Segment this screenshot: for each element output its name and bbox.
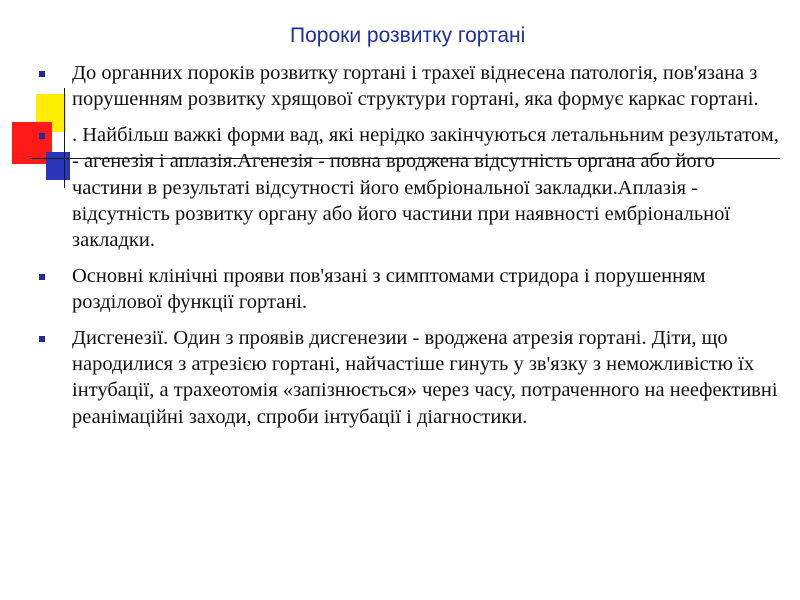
bullet-text: Основні клінічні прояви пов'язані з симптомами стридора і порушенням розділової функції гортані.: [72, 264, 706, 314]
bullet-square-icon: [39, 336, 45, 342]
bullet-square-icon: [39, 133, 45, 139]
bullet-item: [38, 325, 786, 431]
bullet-item: [38, 122, 786, 254]
bullet-square-icon: [39, 71, 45, 77]
bullet-text: . Найбільш важкі форми вад, які нерідко закінчуються летальньним результатом, - агенезія і аплазія.Агенезія - повна вроджена відсутність органа або його частини в результаті відсутності його ембріональної закладки.Аплазія - відсутність розвитку органу або його частини при наявності ембріональної закладки.: [72, 123, 779, 252]
bullet-list: [38, 60, 786, 439]
slide-title: Пороки розвитку гортані: [290, 24, 526, 47]
bullet-item: [38, 263, 786, 316]
bullet-item: [38, 60, 786, 113]
bullet-text: Дисгенезії. Один з проявів дисгенезии - вроджена атрезія гортані. Діти, що народилися з атрезією гортані, найчастіше гинуть у зв'язку з неможливістю їх інтубації, а трахеотомія «запізнюється» через часу, потраченного на неефективні реанімаційні заходи, спроби інтубації і діагностики.: [72, 326, 778, 428]
bullet-text: До органних пороків розвитку гортані і трахеї віднесена патологія, пов'язана з порушенням розвитку хрящової структури гортані, яка формує каркас гортані.: [72, 62, 759, 111]
bullet-square-icon: [39, 274, 45, 280]
